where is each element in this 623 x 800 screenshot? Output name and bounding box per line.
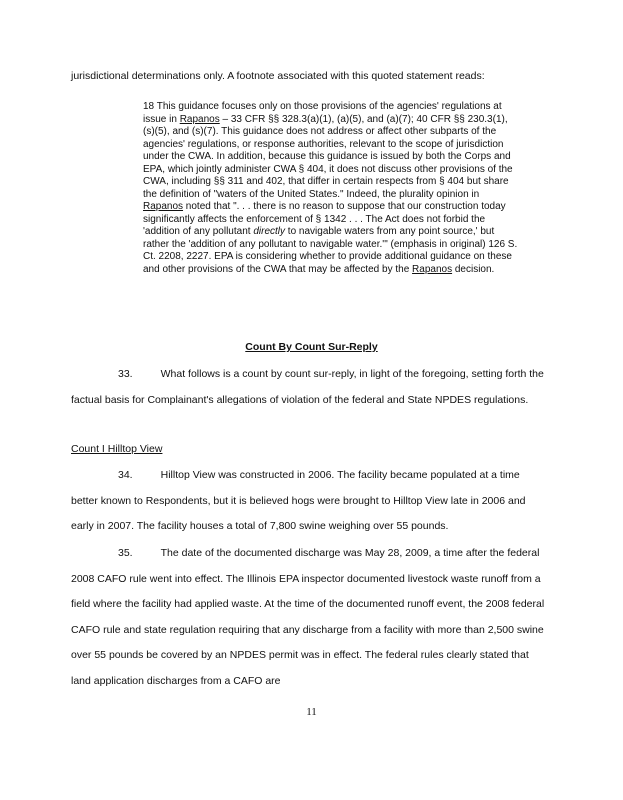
footnote-text-1: 18 This guidance focuses only on those provisions of the agencies' regulations at issue in bbox=[143, 101, 502, 125]
paragraph-number: 34. bbox=[118, 469, 133, 481]
paragraph-text: The date of the documented discharge was May 28, 2009, a time after the federal 2008 CAFO rule went into effect. The Illinois EPA inspector documented livestock waste runoff from a field where the facility had applied waste. At the time of the documented runoff event, the 2008 federal CAFO rule and state regulation requiring that any discharge from a facility with more than 2,500 swine over 55 pounds be covered by an NPDES permit was in effect. The federal rules clearly stated that land application discharges from a CAFO are bbox=[71, 547, 545, 687]
paragraph-33 bbox=[71, 362, 546, 413]
section-heading: Count By Count Sur-Reply bbox=[245, 341, 378, 353]
footnote-text-4: to navigable waters from any point source,' but rather the 'addition of any pollutant to navigable water.'" (emphasis in original) 126 S. Ct. 2208, 2227. EPA is considering whether to provide additional guidance on these and other provisions of the CWA that may be affected by the bbox=[143, 226, 518, 275]
paragraph-34 bbox=[71, 463, 546, 540]
case-name-rapanos: Rapanos bbox=[143, 201, 184, 212]
count-heading: Count I Hilltop View bbox=[71, 443, 163, 455]
emphasis-directly: directly bbox=[253, 226, 286, 237]
paragraph-number: 33. bbox=[118, 368, 133, 380]
paragraph-text: What follows is a count by count sur-reply, in light of the foregoing, setting forth the factual basis for Complainant's allegations of violation of the federal and State NPDES regulations. bbox=[71, 368, 544, 406]
footnote-text-5: decision. bbox=[452, 263, 495, 275]
page-number: 11 bbox=[306, 706, 317, 718]
paragraph-text: Hilltop View was constructed in 2006. The facility became populated at a time better known to Respondents, but it is believed hogs were brought to Hilltop View late in 2006 and early in 2007. The facility houses a total of 7,800 swine weighing over 55 pounds. bbox=[71, 469, 526, 532]
quoted-footnote bbox=[143, 101, 519, 276]
paragraph-number: 35. bbox=[118, 547, 133, 559]
paragraph-35 bbox=[71, 541, 546, 694]
footnote-text-3: noted that ". . . there is no reason to suppose that our construction today significantly affects the enforcement of § 1342 . . . The Act does not forbid the 'addition of any pollutant bbox=[143, 201, 506, 237]
intro-text: jurisdictional determinations only. A footnote associated with this quoted statement reads: bbox=[71, 70, 485, 82]
case-name-rapanos: Rapanos bbox=[179, 113, 220, 125]
case-name-rapanos: Rapanos bbox=[412, 263, 453, 275]
footnote-text-2: – 33 CFR §§ 328.3(a)(1), (a)(5), and (a)(7); 40 CFR §§ 230.3(1), (s)(5), and (s)(7). This guidance does not address or affect other subparts of the agencies' regulations, or response authorities, relevant to the scope of jurisdiction under the CWA. In addition, because this guidance is issued by both the Corps and EPA, which jointly administer CWA § 404, it does not discuss other provisions of the CWA, including §§ 311 and 402, that differ in certain respects from § 404 but share the definition of "waters of the United States." Indeed, the plurality opinion in bbox=[143, 113, 513, 200]
